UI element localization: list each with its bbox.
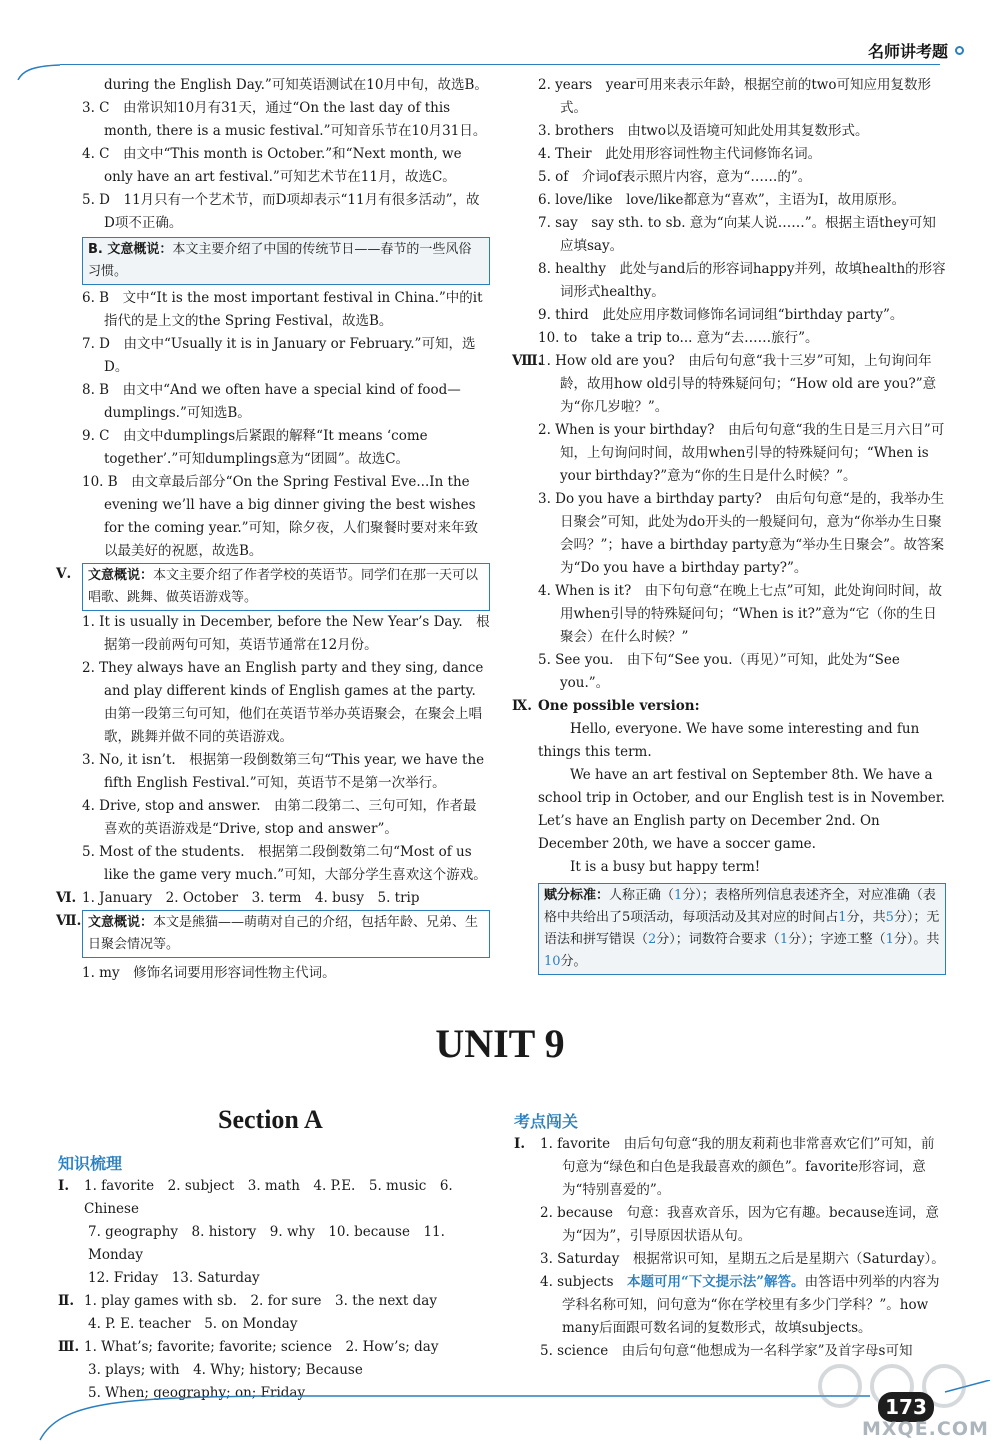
summary-text: 本文主要介绍了作者学校的英语节。同学们在那一天可以唱歌、跳舞、做英语游戏等。 bbox=[88, 568, 479, 605]
roman-numeral: Ⅰ. bbox=[514, 1136, 526, 1152]
summary-label: 文意概说： bbox=[88, 568, 154, 583]
answer-line: 1. favorite 2. subject 3. math 4. P.E. 5. music 6. Chinese bbox=[84, 1178, 453, 1217]
answer-line: 1. January 2. October 3. term 4. busy 5. trip bbox=[82, 890, 420, 906]
answer-item: 3. brothers 由two以及语境可知此处用其复数形式。 bbox=[538, 123, 869, 139]
scoring-text: 分）；词数符合要求（ bbox=[656, 932, 780, 947]
knowledge-ii bbox=[58, 1290, 488, 1336]
answer-item: 2. When is your birthday? 由后句句意“我的生日是三月六日”可知，上句询问时间，故用when引导的特殊疑问句；“When is your birthday?”意为“你的生日是什么时候？”。 bbox=[538, 422, 945, 484]
summary-label: 文意概说： bbox=[88, 915, 154, 930]
score-value: 5 bbox=[885, 910, 894, 925]
answer-item: 4. When is it? 由下句句意“在晚上七点”可知，此处询问时间，故用when引导的特殊疑问句；“When is it?”意为“它（你的生日聚会）在什么时候？” bbox=[538, 583, 943, 645]
answer-item: 5. Most of the students. 根据第二段倒数第二句“Most of us like the game very much.”可知，大部分学生喜欢这个游戏。 bbox=[82, 844, 487, 883]
answer-item: 8. B 由文中“And we often have a special kind of food—dumplings.”可知选B。 bbox=[82, 382, 461, 421]
kaodian-i bbox=[514, 1133, 946, 1363]
answer-line: 4. P. E. teacher 5. on Monday bbox=[88, 1316, 298, 1332]
right-column bbox=[512, 74, 946, 977]
answer-item: 1. It is usually in December, before the New Year’s Day. 根据第一段前两句可知，英语节通常在12月份。 bbox=[82, 614, 490, 653]
unit-title: UNIT 9 bbox=[435, 1021, 565, 1066]
answer-item: 5. of 介词of表示照片内容，意为“……的”。 bbox=[538, 169, 812, 185]
roman-numeral: Ⅱ. bbox=[58, 1293, 75, 1309]
answer-item: 4. Drive, stop and answer. 由第二段第二、三句可知，作者最喜欢的英语游戏是“Drive, stop and answer”。 bbox=[82, 798, 477, 837]
roman-numeral: Ⅵ. bbox=[56, 890, 77, 906]
header-circle-icon bbox=[955, 46, 964, 55]
sample-paragraph: Hello, everyone. We have some interesting and fun things this term. bbox=[538, 721, 920, 760]
answer-item: 2. years year可用来表示年龄，根据空前的two可知应用复数形式。 bbox=[538, 77, 931, 116]
answer-line: 3. plays; with 4. Why; history; Because bbox=[88, 1362, 363, 1378]
answer-item: 3. Do you have a birthday party? 由后句句意“是的，我举办生日聚会”可知，此处为do开头的一般疑问句，意为“你举办生日聚会吗？”；have a birthday party意为“举办生日聚会”。故答案为“Do you have a birthday party?”。 bbox=[538, 491, 945, 576]
score-value: 2 bbox=[648, 932, 657, 947]
scoring-text: 分。 bbox=[560, 954, 587, 969]
scoring-text: 分）。共 bbox=[893, 932, 940, 947]
scoring-box bbox=[538, 883, 946, 975]
answer-line: 12. Friday 13. Saturday bbox=[88, 1270, 260, 1286]
roman-numeral: Ⅴ. bbox=[56, 566, 72, 582]
answer-item: 10. B 由文章最后部分“On the Spring Festival Eve...In the evening we’ll have a big dinner giving the best wishes for the coming year.”可知，除夕夜，人们聚餐时要对来年致以最美好的祝愿，故选B。 bbox=[82, 474, 479, 559]
header-decoration bbox=[0, 0, 1000, 80]
answer-text: 由答语中列举的内容为学科名称可知，问句意为“你在学校里有多少门学科？”。how many后面跟可数名词的复数形式，故填subjects。 bbox=[562, 1274, 940, 1336]
answer-item: 3. No, it isn’t. 根据第一段倒数第三句“This year, we have the fifth English Festival.”可知，英语节不是第一次举行。 bbox=[82, 752, 485, 791]
answer-item: 3. C 由常识知10月有31天，通过“On the last day of this month, there is a music festival.”可知音乐节在10月31日。 bbox=[82, 100, 487, 139]
roman-numeral: Ⅰ. bbox=[58, 1178, 70, 1194]
answer-item: 6. B 文中“It is the most important festival in China.”中的it指代的是上文的the Spring Festival，故选B。 bbox=[82, 290, 483, 329]
answer-item: 3. Saturday 根据常识可知，星期五之后是星期六（Saturday）。 bbox=[540, 1251, 945, 1267]
section-v bbox=[56, 563, 490, 611]
summary-box-vii bbox=[82, 910, 490, 958]
answer-item: during the English Day.”可知英语测试在10月中旬，故选B。 bbox=[104, 77, 488, 93]
answer-item: 5. D 11月只有一个艺术节，而D项却表示“11月有很多活动”，故D项不正确。 bbox=[82, 192, 480, 231]
roman-numeral: Ⅸ. bbox=[512, 698, 532, 714]
answer-item: 4. C 由文中“This month is October.”和“Next month, we only have an art festival.”可知艺术节在11月，故选C。 bbox=[82, 146, 462, 185]
section-vii bbox=[56, 910, 490, 958]
left-column bbox=[56, 74, 490, 985]
kaodian-heading: 考点闯关 bbox=[514, 1112, 579, 1131]
answer-item: 2. because 句意：我喜欢音乐，因为它有趣。because连词，意为“因为”，引导原因状语从句。 bbox=[540, 1205, 939, 1244]
answer-line: 7. geography 8. history 9. why 10. because 11. Monday bbox=[88, 1224, 445, 1263]
summary-text: 本文是熊猫——萌萌对自己的介绍，包括年龄、兄弟、生日聚会情况等。 bbox=[88, 915, 479, 952]
score-value: 1 bbox=[779, 932, 789, 947]
answer-item: 6. love/like love/like都意为“喜欢”，主语为I，故用原形。 bbox=[538, 192, 906, 208]
knowledge-i bbox=[58, 1175, 488, 1290]
knowledge-section bbox=[58, 1152, 488, 1405]
scoring-text: 分）；无语法和拼写错误（ bbox=[544, 910, 940, 947]
answer-text: 4. subjects bbox=[540, 1274, 628, 1290]
header-rule bbox=[60, 64, 940, 65]
watermark-text: MXQE.COM bbox=[862, 1418, 989, 1440]
answer-line: 1. play games with sb. 2. for sure 3. the next day bbox=[84, 1293, 437, 1309]
sample-paragraph: It is a busy but happy term! bbox=[570, 859, 761, 875]
section-ix bbox=[512, 695, 946, 718]
answer-item: 10. to take a trip to... 意为“去……旅行”。 bbox=[538, 330, 819, 346]
page-header-title: 名师讲考题 bbox=[867, 42, 948, 61]
answer-line: 5. When; geography; on; Friday bbox=[88, 1385, 306, 1401]
answer-item: 8. healthy 此处与and后的形容词happy并列，故填health的形容词形式healthy。 bbox=[538, 261, 946, 300]
summary-box-v bbox=[82, 563, 490, 611]
section-viii bbox=[512, 350, 946, 695]
answer-line: 1. What’s; favorite; favorite; science 2. How’s; day bbox=[84, 1339, 439, 1355]
summary-box-b bbox=[82, 237, 490, 285]
roman-numeral: Ⅲ. bbox=[58, 1339, 80, 1355]
answer-item: 1. favorite 由后句句意“我的朋友莉莉也非常喜欢它们”可知，前句意为“绿色和白色是我最喜欢的颜色”。favorite形容词，意为“特别喜爱的”。 bbox=[540, 1136, 935, 1198]
section-vi bbox=[56, 887, 490, 910]
kaodian-section bbox=[514, 1110, 946, 1363]
sample-label: One possible version: bbox=[538, 698, 700, 714]
answer-item: 9. third 此处应用序数词修饰名词词组“birthday party”。 bbox=[538, 307, 904, 323]
answer-item: 1. How old are you? 由后句句意“我十三岁”可知，上句询问年龄，故用how old引导的特殊疑问句；“How old are you?”意为“你几岁啦？”。 bbox=[538, 353, 937, 415]
answer-item: 7. say say sth. to sb. 意为“向某人说……”。根据主语they可知应填say。 bbox=[538, 215, 936, 254]
scoring-text: 人称正确（ bbox=[609, 888, 675, 903]
answer-item: 4. Their 此处用形容词性物主代词修饰名词。 bbox=[538, 146, 822, 162]
roman-numeral: Ⅷ. bbox=[512, 353, 543, 369]
score-value: 10 bbox=[544, 954, 561, 969]
page-number: 173 bbox=[878, 1392, 934, 1422]
summary-label: B. 文意概说： bbox=[88, 242, 173, 257]
summary-text: 本文主要介绍了中国的传统节日——春节的一些风俗习惯。 bbox=[88, 242, 472, 279]
score-value: 1 bbox=[838, 910, 847, 925]
answer-item: 9. C 由文中dumplings后紧跟的解释“It means ‘come together’.”可知dumplings意为“团圆”。故选C。 bbox=[82, 428, 428, 467]
section-title: Section A bbox=[218, 1105, 323, 1134]
answer-item: 2. They always have an English party and they sing, dance and play different kinds of English games at the party. 由第一段第三句可知，他们在英语节举办英语聚会，在聚会上唱歌，跳舞并做不同的英语游戏。 bbox=[82, 660, 490, 745]
scoring-label: 赋分标准： bbox=[544, 888, 610, 903]
score-value: 1 bbox=[885, 932, 894, 947]
scoring-text: 分）；字迹工整（ bbox=[788, 932, 886, 947]
score-value: 1 bbox=[674, 888, 683, 903]
answer-item: 1. my 修饰名词要用形容词性物主代词。 bbox=[82, 965, 336, 981]
tip-text: 本题可用“下文提示法”解答。 bbox=[627, 1274, 805, 1290]
roman-numeral: Ⅶ. bbox=[56, 913, 82, 929]
answer-item: 7. D 由文中“Usually it is in January or February.”可知，选D。 bbox=[82, 336, 476, 375]
sample-paragraph: We have an art festival on September 8th. We have a school trip in October, and our English test is in November. Let’s have an English party on December 2nd. On December 20th, we have a soccer game. bbox=[538, 767, 945, 852]
scoring-text: 分）；表格所列信息表述齐全，对应准确（表格中共给出了5项活动，每项活动及其对应的时间占 bbox=[544, 888, 936, 925]
answer-item: 5. science 由后句句意“他想成为一名科学家”及首字母s可知 bbox=[540, 1343, 913, 1359]
answer-item: 5. See you. 由下句“See you.（再见）”可知，此处为“See you.”。 bbox=[538, 652, 900, 691]
scoring-text: 分，共 bbox=[846, 910, 886, 925]
answer-item bbox=[540, 1271, 946, 1340]
knowledge-heading: 知识梳理 bbox=[58, 1154, 123, 1173]
